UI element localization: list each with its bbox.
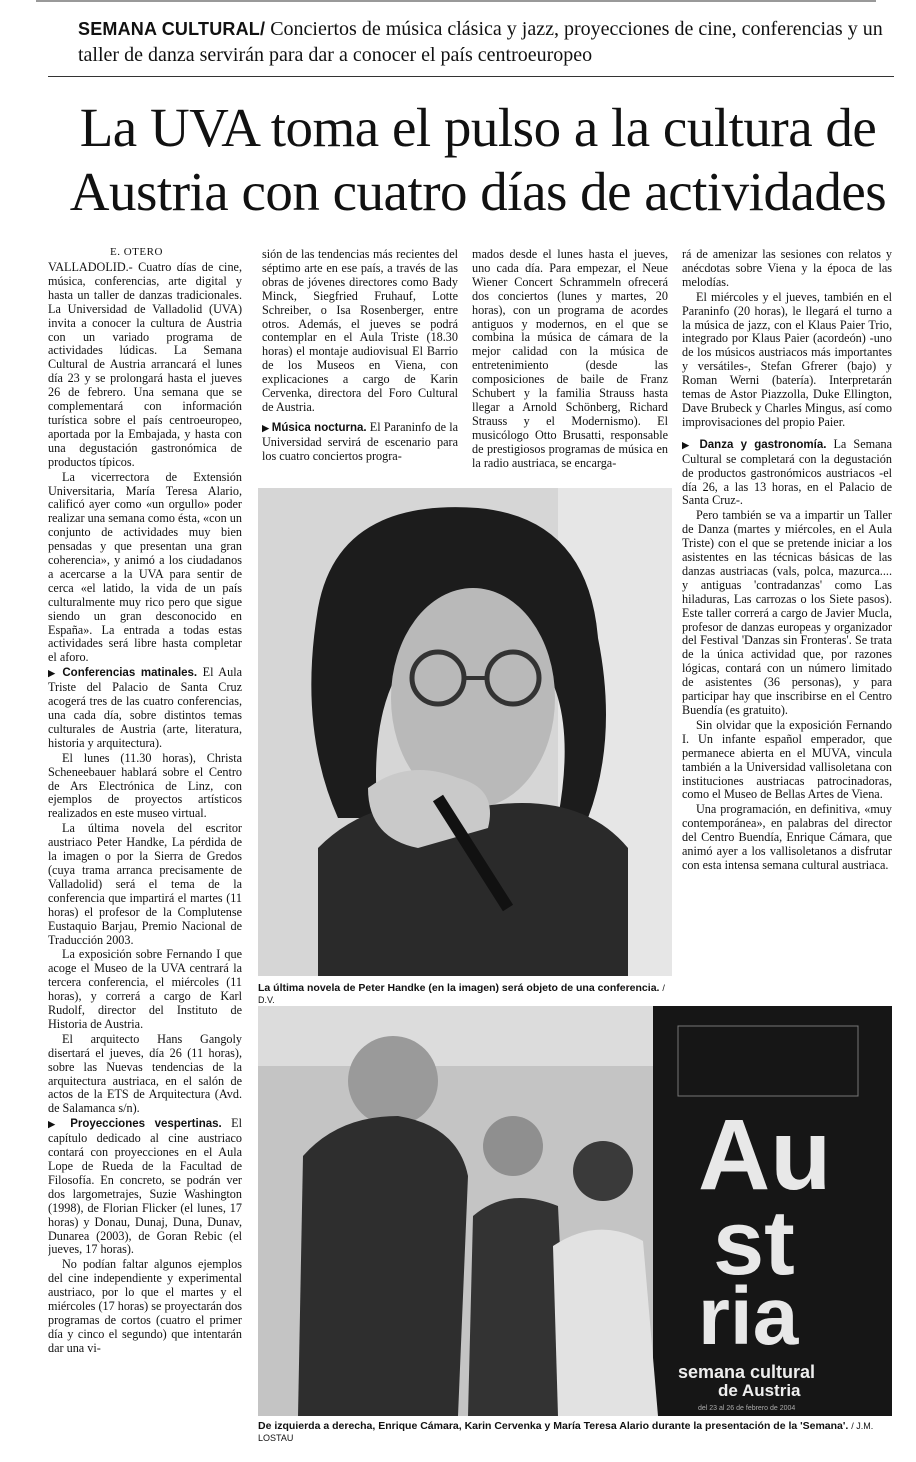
caption-credit: / J.M. LOSTAU <box>258 1421 874 1443</box>
paragraph: VALLADOLID.- Cuatro días de cine, música, conferencias, arte digital y hasta un taller de danzas tradicionales. La Universidad de Valladolid (UVA) invita a conocer la cultura de Austria con un variado programa de actividades lúdicas. La Semana Cultural de Austria arrancará el lunes día 23 y se prolongará hasta el jueves 26 de febrero. Una semana que se complementará con información turística sobre el país centroeuropeo, aportada por la Embajada, y hasta con una degustación gastronómica de productos típicos. <box>48 261 242 469</box>
photo-caption-2 <box>258 1420 898 1444</box>
paragraph: Una programación, en definitiva, «muy contemporánea», en palabras del director del Centro Buendía, Enrique Cámara, que animó ayer a los vallisoletanos a disfrutar con esta intensa semana cultural austriaca. <box>682 802 892 872</box>
article-column-3 <box>472 248 668 480</box>
paragraph: Sin olvidar que la exposición Fernando I. Un infante español emperador, que permanece abierta en el MUVA, vincula también a la Universidad vallisoletana con instituciones austriacas patrocinadoras, como el Museo de Bellas Artes de Viena. <box>682 717 892 802</box>
poster-letters-st: st <box>713 1192 795 1294</box>
section-heading: ▶ Danza y gastronomía. <box>682 439 826 451</box>
paragraph: rá de amenizar las sesiones con relatos y anécdotas sobre Viena y la época de las melodías. <box>682 248 892 289</box>
paragraph: El miércoles y el jueves, también en el Paraninfo (20 horas), le llegará el turno a la música de jazz, con el Klaus Paier Trio, integrado por Klaus Paier (acordeón) -uno de los músicos austriacos más importantes y versátiles-, Stefan Gfrerer (bajo) y Roman Werni (batería). Interpretarán temas de Astor Piazzolla, Duke Ellington, Dave Brubeck y Charles Mingus, así como improvisaciones del propio Paier. <box>682 289 892 429</box>
kicker-text: Conciertos de música clásica y jazz, proyecciones de cine, conferencias y un taller de danza servirán para dar a conocer el país centroeuropeo <box>78 18 883 66</box>
paragraph-text: El capítulo dedicado al cine austriaco contará con proyecciones en el Aula Lope de Rueda de la Facultad de Filosofía. En concreto, se podrán ver dos largometrajes, Suzie Washington (1998), de Florian Flicker (el lunes, 17 horas) y Donau, Dunaj, Duna, Dunav, Dunarea (2003), de Goran Rebic (el jueves, 17 horas). <box>48 1116 242 1257</box>
caption-text: La última novela de Peter Handke (en la imagen) será objeto de una conferencia. <box>258 982 660 994</box>
poster-letters-au: Au <box>698 1099 832 1211</box>
paragraph: La vicerrectora de Extensión Universitaria, María Teresa Alario, calificó ayer como «un orgullo» poder realizar una semana como ésta, «con un conjunto de actividades muy bien pensadas y que presentan una gran coherencia», y animó a los ciudadanos a acercarse a la UVA para sentir de cerca «el latido, la vida de un país culturalmente muy rico pero que sigue siendo un gran desconocido en España». La entrada a todas estas actividades será libre hasta completar el aforo. <box>48 469 242 665</box>
section-paragraph <box>48 1117 242 1257</box>
section-paragraph <box>48 666 242 750</box>
article-column-1 <box>48 261 242 1457</box>
paragraph: El arquitecto Hans Gangoly disertará el jueves, día 26 (11 horas), sobre las Nuevas tendencias de la arquitectura austriaca, en el salón de actos de la ETS de Arquitectura (Avd. de Salamanca s/n). <box>48 1031 242 1116</box>
paragraph: La exposición sobre Fernando I que acoge el Museo de la UVA centrará la tercera conferencia, el miércoles (11 horas), y correrá a cargo de Karl Rudolf, director del Instituto de Historia de Austria. <box>48 947 242 1031</box>
section-heading: ▶ Conferencias matinales. <box>48 667 197 679</box>
byline: E. OTERO <box>110 246 163 258</box>
paragraph: El lunes (11.30 horas), Christa Scheneebauer hablará sobre el Centro de Ars Electrónica de Linz, con ejemplos de proyectos artísticos realizados en este museo virtual. <box>48 750 242 821</box>
poster-subtitle-1: semana cultural <box>678 1362 816 1382</box>
paragraph: sión de las tendencias más recientes del séptimo arte en ese país, a través de las obras de jóvenes directores como Bady Minck, Siegfried Fruhauf, Lotte Schreiber, o Isa Rosenberger, entre otros. Además, el jueves se podrá contemplar en el Aula Triste (18.30 horas) el montaje audiovisual El Barrio de los Museos en Viena, con explicaciones a cargo de Karin Cervenka, directora del Foro Cultural de Austria. <box>262 248 458 414</box>
headline: La UVA toma el pulso a la cultura de Austria con cuatro días de actividades <box>69 97 887 222</box>
paragraph-text: La Semana Cultural se completará con la degustación de productos gastronómicos austriacos -el día 26, a las 13 horas, en el Palacio de Santa Cruz-. <box>682 436 892 508</box>
paragraph-text: El Paraninfo de la Universidad servirá de escenario para los cuatro conciertos progra- <box>262 419 458 463</box>
poster-subtitle-2: de Austria <box>718 1381 801 1400</box>
caption-credit: / D.V. <box>258 983 665 1005</box>
top-divider <box>36 0 876 2</box>
presentation-photo <box>258 1006 892 1416</box>
presentation-photo-illustration <box>258 1006 892 1416</box>
section-paragraph <box>262 421 458 464</box>
article-column-4 <box>682 248 892 992</box>
paragraph: Pero también se va a impartir un Taller de Danza (martes y miércoles, en el Aula Triste) con el que se pretende iniciar a los asistentes en las técnicas básicas de las danzas austriacas (vals, polca, mazurca.... y antiguas 'contradanzas' como Las hiladuras, Las carrozas o los Siete pasos). Este taller correrá a cargo de Javier Mucla, profesor de danzas europeas y organizador del Festival 'Danzas sin Fronteras'. Se trata de la única actividad que, por razones lógicas, contará con un número limitado de asistentes (36 personas), y para participar hay que inscribirse en el Centro Buendía (es gratuito). <box>682 508 892 717</box>
headline-rule <box>48 76 894 77</box>
kicker-label: SEMANA CULTURAL/ <box>78 19 266 39</box>
photo-caption-1 <box>258 982 678 1006</box>
paragraph: mados desde el lunes hasta el jueves, uno cada día. Para empezar, el Neue Wiener Concert Schrammeln ofrecerá dos conciertos (lunes y martes, 20 horas), con un programa de acordes antiguos y modernos, en el que se combina la música de cámara de la mejor calidad con la música de entretenimiento (desde las composiciones de baile de Franz Schubert y la familia Strauss hasta llegar a Arnold Schönberg, Richard Strauss y el Modernismo). El musicólogo Otto Brusatti, responsable de prestigiosos programas de música en la radio austriaca, se encarga- <box>472 248 668 470</box>
kicker <box>78 16 898 68</box>
portrait-photo-illustration <box>258 488 672 976</box>
article-column-2 <box>262 248 458 480</box>
section-heading: ▶ Proyecciones vespertinas. <box>48 1118 222 1130</box>
paragraph-text: El Aula Triste del Palacio de Santa Cruz acogerá tres de las cuatro conferencias, una cada día, sobre distintos temas culturales de Austria (arte, literatura, historia y arquitectura). <box>48 665 242 750</box>
poster-dates: del 23 al 26 de febrero de 2004 <box>698 1405 796 1412</box>
portrait-photo <box>258 488 672 976</box>
section-paragraph <box>682 438 892 509</box>
poster-letters-ria: ria <box>698 1271 799 1362</box>
section-heading: ▶ Música nocturna. <box>262 422 367 434</box>
paragraph: La última novela del escritor austriaco Peter Handke, La pérdida de la imagen o por la Sierra de Gredos (cuya trama arranca precisamente de Valladolid) será el tema de la conferencia que impartirá el martes (11 horas) el profesor de la Complutense Eustaquio Barjau, Premio Nacional de Traducción 2003. <box>48 821 242 947</box>
caption-text: De izquierda a derecha, Enrique Cámara, Karin Cervenka y María Teresa Alario durante la presentación de la 'Semana'. <box>258 1420 849 1432</box>
paragraph: No podían faltar algunos ejemplos del cine independiente y experimental austriaco, por lo que el martes y el miércoles (17 horas) se proyectarán dos programas de cortos (cuatro el primer día y cinco el segundo) que intentarán dar una vi- <box>48 1257 242 1355</box>
